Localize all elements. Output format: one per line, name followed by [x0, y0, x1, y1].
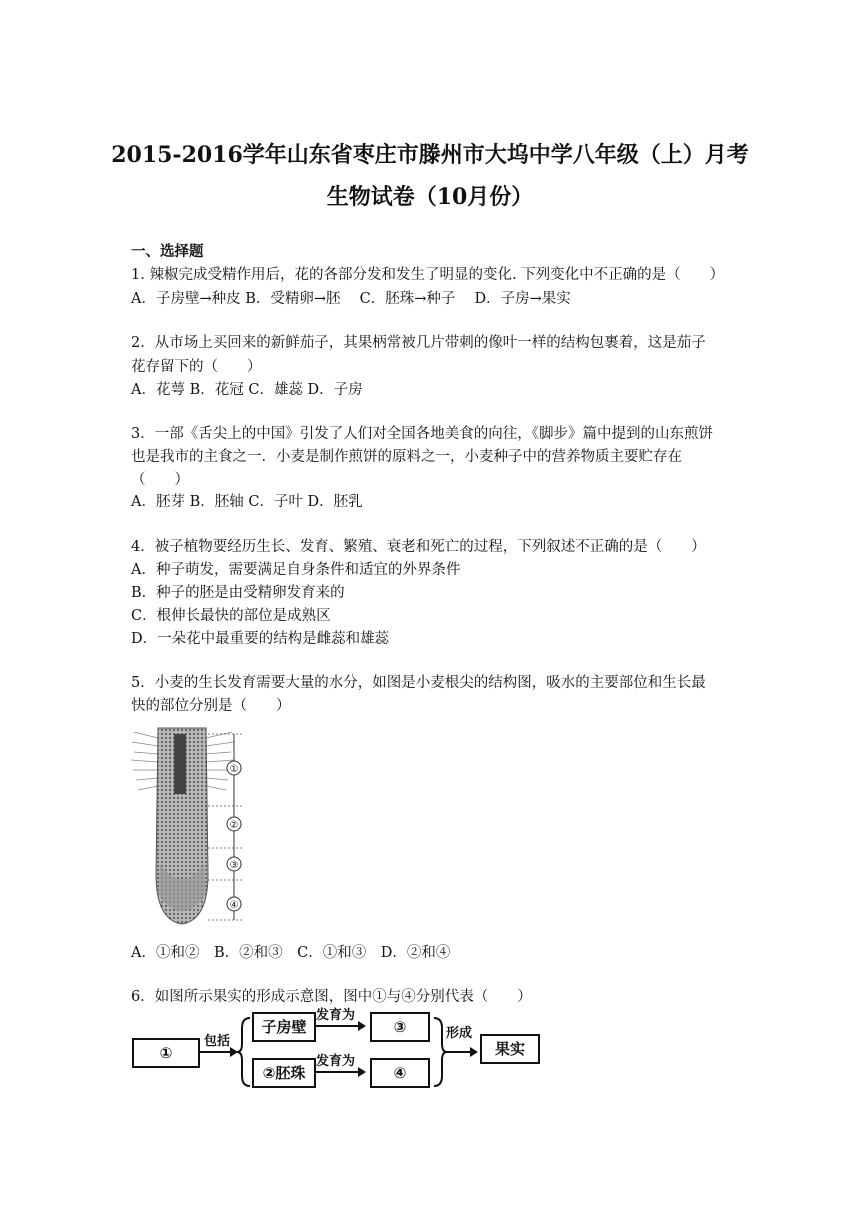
root-label-2: ② [229, 820, 239, 831]
q5-options: A．①和② B．②和③ C．①和③ D．②和④ [131, 945, 451, 961]
q3-stem-line1: 3．一部《舌尖上的中国》引发了人们对全国各地美食的向往，《脚步》篇中提到的山东煎饼 [131, 426, 713, 442]
q4-option-d: D．一朵花中最重要的结构是雌蕊和雄蕊 [131, 631, 390, 647]
page-title-line1: 2015-2016学年山东省枣庄市滕州市大坞中学八年级（上）月考 [111, 142, 749, 168]
q2-stem-line1: 2．从市场上买回来的新鲜茄子，其果柄常被几片带刺的像叶一样的结构包裹着，这是茄子 [131, 335, 706, 351]
flow-label-forms: 形成 [446, 1026, 473, 1041]
flow-arrow-develops-1 [316, 1025, 364, 1027]
q4-option-b: B．种子的胚是由受精卵发育来的 [131, 585, 345, 601]
q2-options: A．花萼 B．花冠 C．雄蕊 D．子房 [131, 382, 363, 398]
q4-option-c: C．根伸长最快的部位是成熟区 [131, 608, 331, 624]
q3-options: A．胚芽 B．胚轴 C．子叶 D．胚乳 [131, 494, 363, 510]
q4-option-a: A．种子萌发，需要满足自身条件和适宜的外界条件 [131, 562, 461, 578]
flow-box-4: ④ [370, 1058, 430, 1088]
flow-arrow-includes [198, 1051, 236, 1053]
q5-stem-line1: 5．小麦的生长发育需要大量的水分，如图是小麦根尖的结构图，吸水的主要部位和生长最 [131, 675, 706, 691]
root-tip-figure [128, 724, 246, 928]
q4-stem: 4．被子植物要经历生长、发育、繁殖、衰老和死亡的过程，下列叙述不正确的是（ ） [131, 539, 706, 555]
flow-box-ovule: ②胚珠 [252, 1058, 316, 1088]
q3-stem-line2: 也是我市的主食之一．小麦是制作煎饼的原料之一，小麦种子中的营养物质主要贮存在 [131, 449, 682, 465]
flow-box-fruit: 果实 [480, 1034, 540, 1064]
flow-label-develops-1: 发育为 [316, 1008, 356, 1023]
q5-stem-line2: 快的部位分别是（ ） [131, 698, 291, 714]
q2-stem-line2: 花存留下的（ ） [131, 359, 262, 375]
q1-stem: 1. 辣椒完成受精作用后，花的各部分发和发生了明显的变化. 下列变化中不正确的是（ ） [131, 267, 725, 283]
root-label-1: ① [229, 764, 239, 775]
root-label-4: ④ [229, 900, 239, 911]
q1-options: A．子房壁→种皮 B．受精卵→胚 C．胚珠→种子 D．子房→果实 [131, 291, 571, 307]
section-heading: 一、选择题 [131, 243, 204, 260]
page-title-line2: 生物试卷（10月份） [326, 184, 534, 210]
flow-label-develops-2: 发育为 [316, 1054, 356, 1069]
root-label-3: ③ [229, 860, 239, 871]
flow-box-1: ① [132, 1038, 200, 1068]
q3-stem-line3: （ ） [131, 472, 189, 488]
flow-arrow-forms [446, 1051, 476, 1053]
flow-box-ovary-wall: 子房壁 [252, 1012, 316, 1042]
root-tip-drawing [128, 724, 246, 928]
q6-stem: 6．如图所示果实的形成示意图，图中①与④分别代表（ ） [131, 989, 532, 1005]
flow-label-includes: 包括 [204, 1034, 231, 1049]
fruit-formation-diagram [128, 1004, 548, 1094]
flow-box-3: ③ [370, 1012, 430, 1042]
flow-arrow-develops-2 [316, 1071, 364, 1073]
